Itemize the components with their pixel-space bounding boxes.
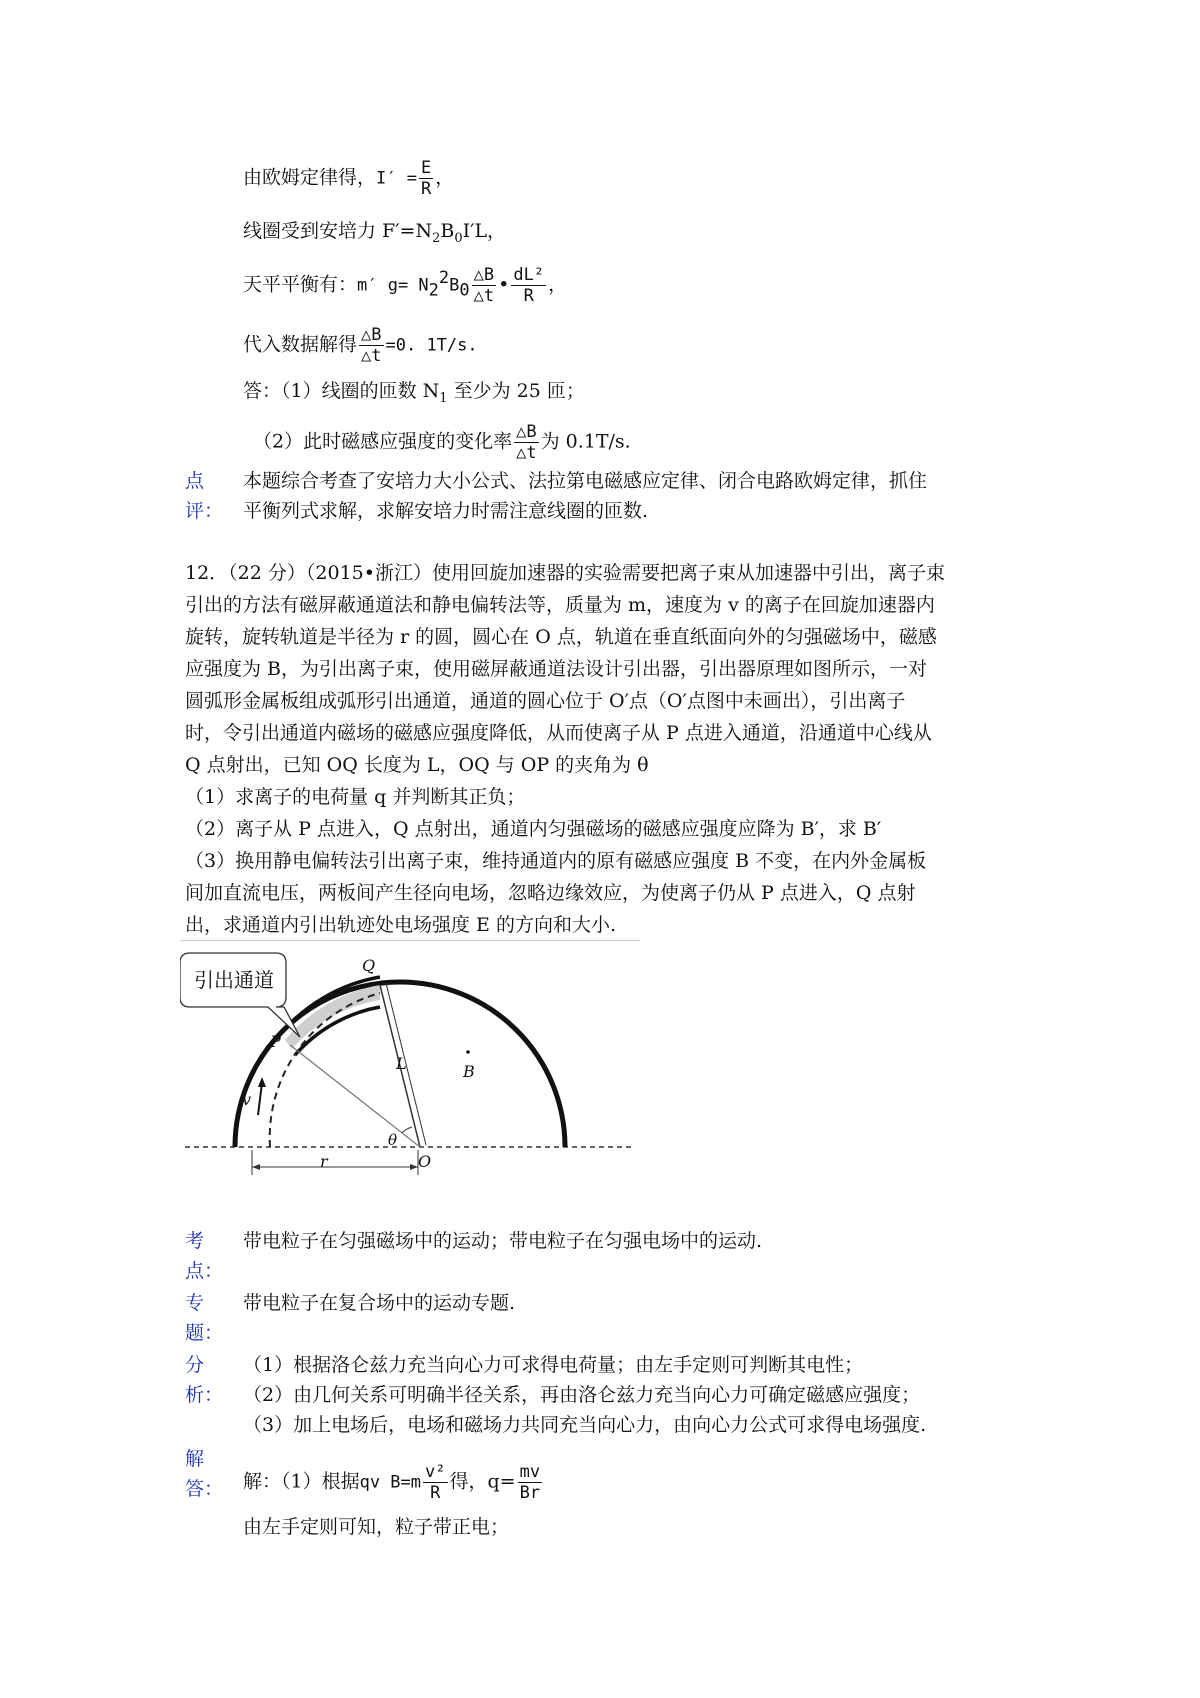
jieda-label-2: 答：	[185, 1478, 224, 1500]
review-line-2: 平衡列式求解，求解安培力时需注意线圈的匝数.	[243, 500, 649, 522]
force-sub2: 0	[454, 230, 463, 246]
jieda-label-1: 解	[185, 1448, 205, 1470]
q12-line-1: 12．（22 分）（2015•浙江）使用回旋加速器的实验需要把离子束从加速器中引出，离子束	[185, 562, 945, 584]
ans1-prefix: 答：（1）线圈的匝数 N	[243, 380, 440, 402]
label-P: P	[270, 1032, 281, 1051]
balance-frac2-den: R	[523, 286, 534, 306]
balance-expr1: m′ g= N	[357, 275, 429, 296]
balance-prefix: 天平平衡有：	[243, 273, 358, 296]
force-line	[243, 218, 506, 252]
jieda-frac2-den: Br	[519, 1483, 541, 1503]
answer-1-line	[243, 378, 585, 412]
fenxi-line-1: （1）根据洛仑兹力充当向心力可求得电荷量；由左手定则可判断其电性；	[243, 1354, 864, 1376]
label-r: r	[320, 1152, 328, 1171]
balance-fraction-1	[472, 265, 496, 306]
ans1-sub: 1	[439, 390, 448, 406]
sub-fraction	[359, 325, 383, 366]
sub-prefix: 代入数据解得	[243, 333, 358, 356]
q12-line-9: （2）离子从 P 点进入，Q 点射出，通道内匀强磁场的磁感应强度应降为 B′，求 B′	[185, 818, 882, 840]
label-Q: Q	[362, 956, 376, 975]
ohm-prefix: 由欧姆定律得，	[243, 166, 377, 189]
force-mid: B	[440, 220, 455, 242]
balance-frac1-den: △t	[473, 286, 495, 306]
answer-2-line	[253, 422, 631, 463]
ohm-lhs: I′ =	[376, 168, 417, 189]
ohm-law-line	[243, 158, 454, 199]
q12-line-7: Q 点射出，已知 OQ 长度为 L，OQ 与 OP 的夹角为 θ	[185, 754, 649, 776]
r-arrow-left	[252, 1164, 260, 1170]
kaodian-label-2: 点：	[185, 1260, 224, 1282]
q12-line-10: （3）换用静电偏转法引出离子束，维持通道内的原有磁感应强度 B 不变，在内外金属板	[185, 850, 927, 872]
r-arrow-right	[410, 1164, 418, 1170]
jieda-fraction-1	[423, 1462, 447, 1503]
review-label-2: 评：	[185, 500, 224, 522]
zhuanti-label-1: 专	[185, 1292, 205, 1314]
balance-frac1-num: △B	[473, 265, 495, 285]
sub-frac-den: △t	[361, 346, 382, 366]
ohm-num: E	[420, 158, 432, 178]
review-line-1: 本题综合考查了安培力大小公式、法拉第电磁感应定律、闭合电路欧姆定律，抓住	[243, 470, 928, 492]
ans2-suffix: 为 0.1T/s.	[540, 430, 631, 453]
jieda-expr: qv B=m	[359, 1472, 422, 1493]
callout-bubble	[180, 953, 300, 1037]
jieda-line-2: 由左手定则可知，粒子带正电；	[243, 1516, 510, 1538]
fenxi-line-3: （3）加上电场后，电场和磁场力共同充当向心力，由向心力公式可求得电场强度.	[243, 1414, 927, 1436]
q12-line-6: 时，令引出通道内磁场的磁感应强度降低，从而使离子从 P 点进入通道，沿通道中心线从	[185, 722, 932, 744]
substitute-line	[243, 325, 478, 366]
balance-fraction-2	[511, 265, 546, 306]
extraction-channel-diagram	[180, 945, 640, 1185]
kaodian-label-1: 考	[185, 1230, 205, 1252]
zhuanti-text: 带电粒子在复合场中的运动专题.	[243, 1292, 516, 1314]
q12-line-11: 间加直流电压，两板间产生径向电场，忽略边缘效应，为使离子仍从 P 点进入，Q 点射	[185, 882, 916, 904]
fenxi-label-2: 析：	[185, 1384, 224, 1406]
velocity-line	[258, 1083, 262, 1115]
ohm-suffix: ，	[435, 166, 455, 189]
ans2-frac-den: △t	[516, 443, 537, 463]
kaodian-text: 带电粒子在匀强磁场中的运动；带电粒子在匀强电场中的运动.	[243, 1230, 763, 1252]
jieda-mid: 得，q=	[449, 1470, 516, 1493]
label-L: L	[396, 1054, 407, 1073]
balance-end: ，	[548, 273, 568, 296]
review-label-1: 点	[185, 470, 205, 492]
ohm-den: R	[420, 179, 432, 199]
theta-arc	[402, 1127, 412, 1133]
balance-line	[243, 265, 567, 306]
label-B: B	[463, 1062, 475, 1081]
force-sub1: 2	[432, 230, 441, 246]
balance-sup: 2	[438, 268, 450, 289]
force-text: 线圈受到安培力 F′=N	[243, 220, 433, 242]
sub-result: =0. 1T/s.	[385, 335, 478, 356]
jieda-frac1-den: R	[430, 1483, 441, 1503]
q12-line-2: 引出的方法有磁屏蔽通道法和静电偏转法等，质量为 m，速度为 v 的离子在回旋加速器内	[185, 594, 935, 616]
fenxi-label-1: 分	[185, 1354, 205, 1376]
force-end: I′L，	[462, 220, 507, 242]
q12-line-12: 出，求通道内引出轨迹处电场强度 E 的方向和大小.	[185, 914, 616, 936]
label-O: O	[418, 1152, 432, 1171]
balance-sub0: 0	[459, 280, 470, 301]
zhuanti-label-2: 题：	[185, 1322, 224, 1344]
balance-sub: 2	[428, 280, 439, 301]
jieda-line-1	[243, 1462, 544, 1503]
q12-line-5: 圆弧形金属板组成弧形引出通道，通道的圆心位于 O′点（O′点图中未画出），引出离子	[185, 690, 906, 712]
b-field-dot	[466, 1050, 470, 1054]
velocity-arrow-head	[258, 1077, 266, 1087]
ans2-fraction	[514, 422, 538, 463]
fenxi-line-2: （2）由几何关系可明确半径关系，再由洛仑兹力充当向心力可确定磁感应强度；	[243, 1384, 921, 1406]
ans1-suffix: 至少为 25 匝；	[447, 380, 585, 402]
sub-frac-num: △B	[361, 325, 382, 345]
jieda-prefix: 解：（1）根据	[243, 1470, 360, 1493]
jieda-frac1-num: v²	[425, 1462, 446, 1482]
ans2-prefix: （2）此时磁感应强度的变化率	[253, 430, 513, 453]
balance-frac2-num: dL²	[513, 265, 545, 285]
q12-line-4: 应强度为 B，为引出离子束，使用磁屏蔽通道法设计引出器，引出器原理如图所示，一对	[185, 658, 928, 680]
balance-expr2: B	[449, 275, 460, 296]
jieda-fraction-2	[518, 1462, 542, 1503]
ans2-frac-num: △B	[516, 422, 537, 442]
jieda-frac2-num: mv	[519, 1462, 541, 1482]
label-theta: θ	[388, 1131, 398, 1149]
q12-line-3: 旋转，旋转轨道是半径为 r 的圆，圆心在 O 点，轨道在垂直纸面向外的匀强磁场中，磁感	[185, 626, 937, 648]
q12-line-8: （1）求离子的电荷量 q 并判断其正负；	[185, 786, 526, 808]
label-v: v	[242, 1090, 252, 1109]
balance-dot: •	[498, 273, 510, 296]
divider	[180, 940, 640, 941]
callout-text: 引出通道	[194, 968, 274, 992]
ohm-fraction	[419, 158, 433, 199]
